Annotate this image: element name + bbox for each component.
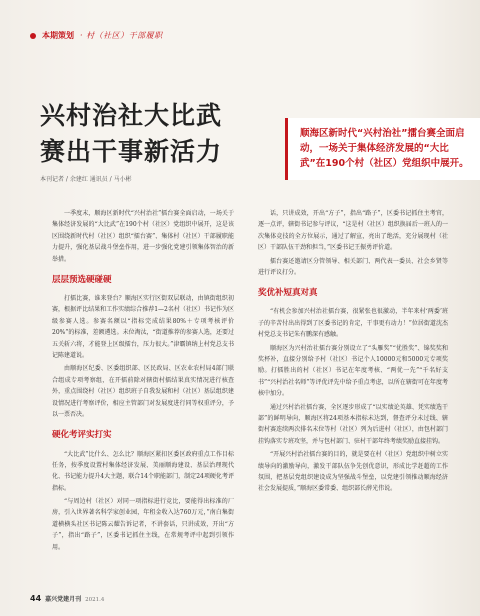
byline: 本刊记者 / 余建红 通讯员 / 马小彬 (40, 176, 132, 183)
section-heading: 硬化考评实打实 (52, 430, 112, 441)
section-header (30, 30, 163, 41)
title-line-1: 兴村治社大比武 (40, 101, 223, 130)
lead-quote-box: 顺海区新时代“兴村治社”擂台赛全面启动，一场关于集体经济发展的“大比武”在190个村（社区）党组织中展开。 (285, 118, 480, 180)
body-paragraph: “大比武”比什么、怎么比？顺海区紧扣区委区政府重点工作目标任务，按季度设置村集体经济发展、美丽顺海建设、基层治理现代化、书记能力提升4大主题，联合14个职能部门，制定24项硬化考评指标。 (52, 450, 234, 492)
title-line-2: 赛出干事新活力 (40, 137, 223, 167)
section-heading: 层层预选硬碰硬 (52, 274, 112, 285)
body-paragraph: “有机会参加兴村治社擂台赛，很紧张也很激动，半年来村‘两委’班子的辛苦付出出得到了区委书记的肯定，干事更有动力！”位居街道沈杰村党总支书记朱有鹏深有感触。 (258, 308, 448, 339)
body-column-left (52, 208, 234, 555)
issue-date: 2021.4 (85, 597, 105, 603)
body-paragraph: “开展兴村治社擂台赛的目的，就是要在村（社区）党组织中树立实绩导向的激励导向，激发干部队伍争先创优意识，形成比学赶超的工作氛围，把基层党组织建设成为坚强战斗堡垒，以党建引领推动顺海经济社会发展提质，”顺海区委常委、组织部长薛光伟说。 (258, 451, 448, 493)
body-paragraph: 一季度末，顺海区新时代“兴村治社”擂台赛全面启动，一场关于集体经济发展的“大比武”在190个村（社区）党组织中展开，这是该区围绕新时代村（社区）组织“擂台赛”、集体村（社区）干部履职能力提升，强化基层战斗堡垒作用，进一步强化党建引领集体智治的新举措。 (52, 210, 234, 263)
body-column-right (258, 208, 448, 497)
section-label: 本期策划 (42, 31, 74, 40)
bullet-dot-icon (30, 33, 36, 39)
body-paragraph: “与周边村（社区）对同一项指标进行竞比，要能得出标准的厂房，引入世界著名科学家创业园，年租金收入达760万元，”南白集街道横横头社区书记陈云耀告诉记者，不讲套话，只讲成效，开出“方子”，指出“路子”，区委书记抓住主线，在常规考评中起到引领作用。 (52, 498, 234, 551)
page-number: 44 (30, 594, 42, 603)
body-paragraph: 擂台赛还邀请区分管领导、相关部门、两代表一委员、社会乡贤等进行评议打分。 (258, 257, 448, 276)
body-paragraph: 通过兴村治社擂台赛，全区逐步形成了“以实绩论英雄、凭实绩选干部”的鲜明导向，顺海区将24项基本指标未达到，督查评分未过线、辖街村赛连续两次排名末位等村（社区）列为后进村（社区），由包村部门挂钩落实专班攻坚，并与包村部门、驻村干部年终考绩奖励直接挂钩。 (258, 403, 448, 445)
article-title (40, 98, 222, 171)
section-heading: 奖优补短真对真 (258, 288, 318, 299)
body-paragraph: 话，只讲成效，开出“方子”，指出“路子”，区委书记抓住主考官，逐一点评，辖街书记参与评议，“这是村（社区）组织换届后一班人的一次集体竞技的全方位展示，通过了解宣，亮出了绝活，充分展现村（社区）干部队伍干劲和担当，”区委书记王振勇评价道。 (258, 210, 448, 252)
section-subtitle: · 村（社区）干部履职 (80, 31, 163, 40)
body-paragraph: 打擂比赛，谁来登台？顺海区实行区街双层联动，由镇街组织初赛，根据评比结果和工作实绩综合推荐1—2名村（社区）书记作为区级参赛人选。参赛名额以“指标完成结果80%＋专项考核评价20%”的标准，差额遴选。未位淘汰，“街道推荐的参赛人选，还要过五关斩六将，才能登上区级擂台，压力很大。”津霸镇纳上村党总支书记陈建道说。 (52, 295, 234, 360)
magazine-name: 嘉兴党建月刊 (45, 596, 82, 603)
body-paragraph: 由顺海区纪委、区委组织部、区民政局、区农业农村局4部门联合组成专项考察组，在开擂前除对辖街村擂结果真实情况进行核查外，重点围绕村（社区）组织班子自我发展和村（社区）基层组织建设情况进行考察评价，相应主管部门对发展度进行同等权重评分，予以一票否决。 (52, 365, 234, 418)
body-paragraph: 顺海区为兴村治社擂台赛分别设立了“头雁奖”“优胜奖”、锦奖奖和奖杯补，直接分别给予村（社区）书记个人10000元和5000元专项奖励。打擂胜出的村（社区）书记在年度考核、“两优一先”“千名好支书”“兴村治社名师”等评优评先中给予重点考虑，以所在辖街可在年度考核中加分。 (258, 344, 448, 398)
page-footer (30, 594, 104, 603)
